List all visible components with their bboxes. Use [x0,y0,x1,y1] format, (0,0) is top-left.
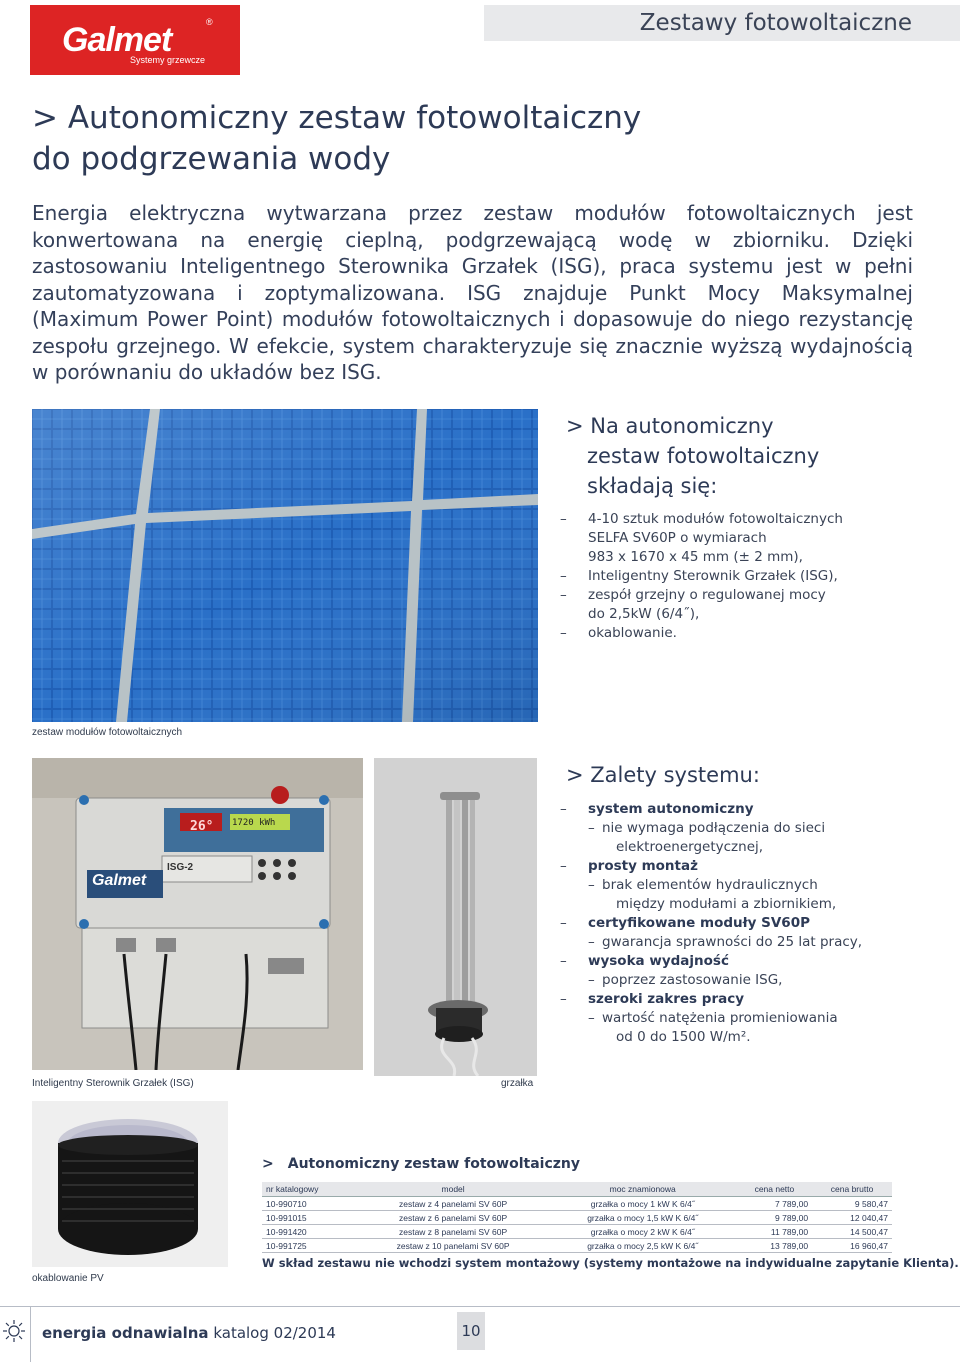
table-title-text: Autonomiczny zestaw fotowoltaiczny [287,1156,581,1172]
table-row: 10-991725 zestaw z 10 panelami SV 60P grzałka o mocy 2,5 kW K 6/4˝ 13 789,00 16 960,47 [262,1239,892,1253]
solar-panels-photo [32,409,538,722]
table-title-marker: > [262,1156,274,1172]
sun-icon [3,1320,25,1342]
list-item: – nie wymaga podłączenia do sieci elektroenergetycznej, [560,819,940,857]
isg-model: ISG-2 [167,862,194,873]
pv-cable-photo [32,1101,228,1267]
list-item: – system autonomiczny [560,800,940,819]
col-net-price: cena netto [737,1182,812,1197]
caption-cable: okablowanie PV [32,1273,104,1284]
col-gross-price: cena brutto [812,1182,892,1197]
footer-divider [0,1306,960,1307]
category-header [484,5,960,41]
category-title: Zestawy fotowoltaiczne [639,10,912,36]
footer-bold: energia odnawialna [42,1324,209,1342]
components-title-line-3: składają się: [587,474,718,498]
title-marker: > [32,100,58,136]
col-catalog-number: nr katalogowy [262,1182,358,1197]
page-number: 10 [457,1312,485,1350]
table-row: 10-991015 zestaw z 6 panelami SV 60P grzałka o mocy 1,5 kW K 6/4˝ 9 789,00 12 040,47 [262,1211,892,1225]
list-item: – wartość natężenia promieniowania od 0 do 1500 W/m². [560,1009,940,1047]
footer-rest: katalog 02/2014 [208,1324,336,1342]
list-item: – 4-10 sztuk modułów fotowoltaicznych SELFA SV60P o wymiarach 983 x 1670 x 45 mm (± 2 mm), [560,510,940,567]
list-item: – szeroki zakres pracy [560,990,940,1009]
table-row: 10-991420 zestaw z 8 panelami SV 60P grzałka o mocy 2 kW K 6/4˝ 11 789,00 14 500,47 [262,1225,892,1239]
list-item: – certyfikowane moduły SV60P [560,914,940,933]
list-item: – poprzez zastosowanie ISG, [560,971,940,990]
list-item: – prosty montaż [560,857,940,876]
title-line-1: Autonomiczny zestaw fotowoltaiczny [67,100,642,136]
caption-heater: grzałka [501,1078,534,1089]
caption-isg: Inteligentny Sterownik Grzałek (ISG) [32,1078,194,1089]
components-title-line-1: > Na autonomiczny [566,414,774,438]
isg-brand: Galmet [92,872,147,889]
components-list [560,510,940,643]
list-item: – brak elementów hydraulicznych między modułami a zbiornikiem, [560,876,940,914]
heater-photo [374,758,537,1076]
price-table [262,1182,892,1253]
list-item: – gwarancja sprawności do 25 lat pracy, [560,933,940,952]
logo-registered-mark: ® [206,17,213,27]
list-item: – zespół grzejny o regulowanej mocy do 2,5kW (6/4˝), [560,586,940,624]
advantages-title: > Zalety systemu: [566,763,760,787]
table-header-row [262,1182,892,1197]
logo-tagline: Systemy grzewcze [130,55,206,65]
logo-brand: Galmet [62,21,172,59]
footer-vertical-divider [30,1306,31,1362]
components-title [566,411,819,501]
advantages-list [560,800,940,1047]
caption-solar: zestaw modułów fotowoltaicznych [32,727,183,738]
intro-paragraph: Energia elektryczna wytwarzana przez zestaw modułów fotowoltaicznych jest konwertowana na energię cieplną, podgrzewającą wodę w zbiorniku. Dzięki zastosowaniu Inteligentnego Sterownika Grzałek (ISG), praca systemu jest w pełni zautomatyzowana i zoptymalizowana. ISG znajduje Punkt Mocy Maksymalnej (Maximum Power Point) modułów fotowoltaicznych i dopasowuje do niego rezystancję zespołu grzejnego. W efekcie, system charakteryzuje się znacznie wyższą wydajnością w porównaniu do układów bez ISG. [32,201,913,384]
table-row: 10-990710 zestaw z 4 panelami SV 60P grzałka o mocy 1 kW K 6/4˝ 7 789,00 9 580,47 [262,1197,892,1211]
page-title [32,98,641,180]
list-item: – wysoka wydajność [560,952,940,971]
list-item: – Inteligentny Sterownik Grzałek (ISG), [560,567,940,586]
components-title-line-2: zestaw fotowoltaiczny [587,444,820,468]
title-line-2: do podgrzewania wody [32,141,391,177]
table-title [262,1156,580,1172]
footer-catalog-label [42,1324,336,1342]
col-model: model [358,1182,549,1197]
list-item: – okablowanie. [560,624,940,643]
col-rated-power: moc znamionowa [549,1182,737,1197]
table-note: W skład zestawu nie wchodzi system montażowy (systemy montażowe na indywidualne zapytanie Klienta). [262,1256,959,1270]
isg-energy: 1720 kWh [232,818,276,828]
galmet-logo [30,5,240,75]
isg-controller-photo [32,758,363,1070]
isg-temperature: 26° [190,819,214,834]
